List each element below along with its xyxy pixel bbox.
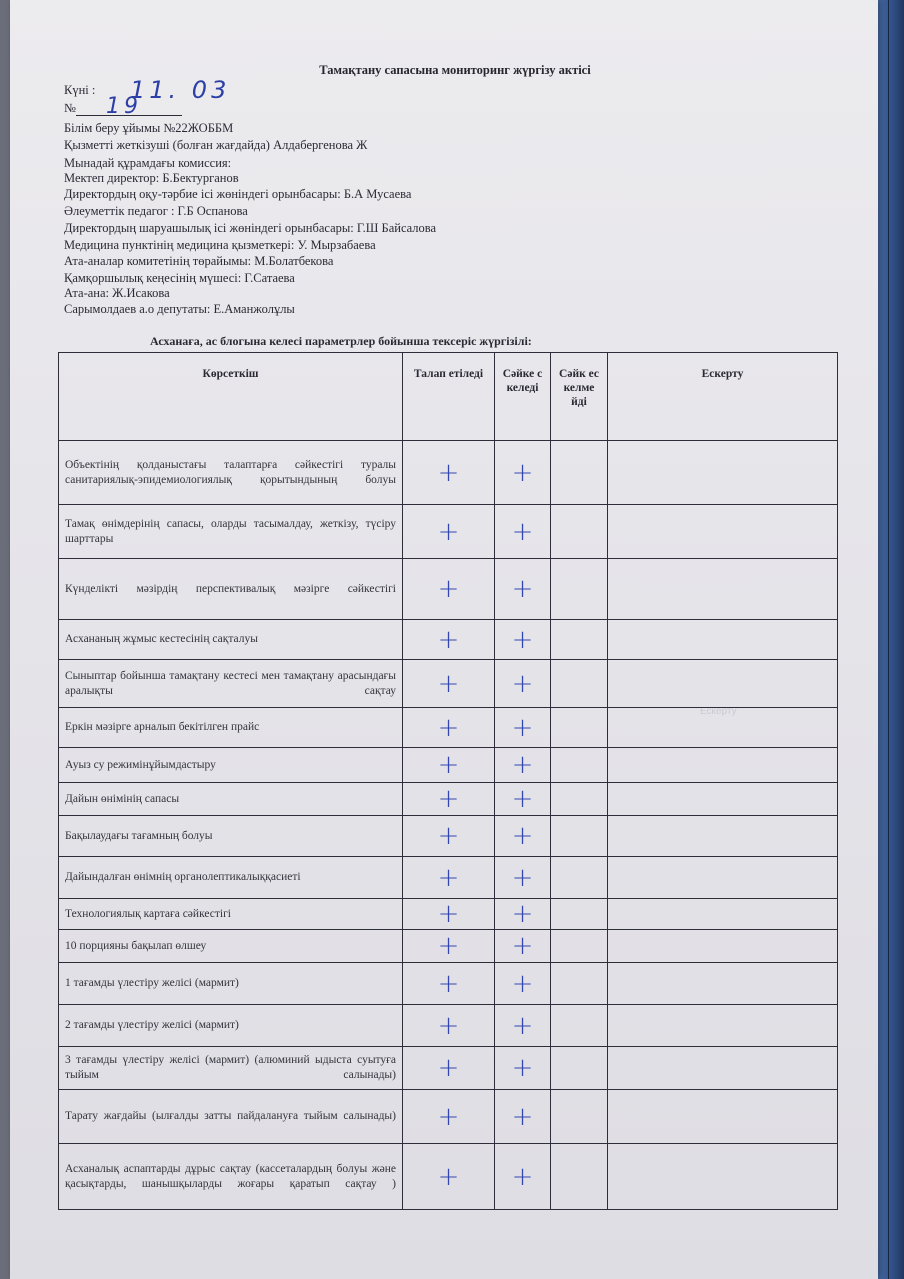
table-row <box>59 857 838 899</box>
header-compliant: Сәйке с келеді <box>495 353 551 441</box>
compliant-mark: + <box>495 708 551 748</box>
noncompliant-cell <box>551 1090 608 1144</box>
number-label: № <box>64 101 76 115</box>
info-line: Мынадай құрамдағы комиссия: <box>64 156 232 170</box>
compliant-mark: + <box>495 1144 551 1210</box>
note-cell <box>608 660 838 708</box>
noncompliant-cell <box>551 816 608 857</box>
required-mark: + <box>403 930 495 963</box>
required-mark: + <box>403 857 495 899</box>
required-mark: + <box>403 1047 495 1090</box>
note-cell <box>608 708 838 748</box>
info-line: Әлеуметтік педагог : Г.Б Оспанова <box>64 204 248 218</box>
required-mark: + <box>403 748 495 783</box>
indicator-cell: Күнделікті мәзірдің перспективалық мәзірге сәйкестігі <box>59 559 403 620</box>
indicator-cell: 10 порцияны бақылап өлшеу <box>59 930 403 963</box>
note-cell <box>608 1090 838 1144</box>
compliant-mark: + <box>495 1047 551 1090</box>
required-mark: + <box>403 441 495 505</box>
note-cell <box>608 1005 838 1047</box>
inspection-subtitle: Асханаға, ас блогына келесі параметрлер бойынша тексеріс жүргізілі: <box>150 334 532 348</box>
table-row <box>59 1047 838 1090</box>
noncompliant-cell <box>551 505 608 559</box>
info-line: Директордың оқу-тәрбие ісі жөніндегі орынбасары: Б.А Мусаева <box>64 187 412 201</box>
required-mark: + <box>403 660 495 708</box>
table-header-row <box>59 353 838 441</box>
indicator-cell: Еркін мәзірге арналып бекітілген прайс <box>59 708 403 748</box>
compliant-mark: + <box>495 1005 551 1047</box>
info-line: Директордың шаруашылық ісі жөніндегі орынбасары: Г.Ш Байсалова <box>64 221 437 235</box>
table-row <box>59 505 838 559</box>
indicator-cell: 2 тағамды үлестіру желісі (мармит) <box>59 1005 403 1047</box>
note-cell <box>608 1144 838 1210</box>
table-row <box>59 1090 838 1144</box>
required-mark: + <box>403 1144 495 1210</box>
noncompliant-cell <box>551 930 608 963</box>
indicator-cell: Объектінің қолданыстағы талаптарға сәйкестігі туралы санитариялық-эпидемиологиялық қорытындының болуы <box>59 441 403 505</box>
date-label: Күні : <box>64 83 96 97</box>
document-title: Тамақтану сапасына мониторинг жүргізу актісі <box>319 63 591 77</box>
note-cell <box>608 505 838 559</box>
info-line: Мектеп директор: Б.Бектурганов <box>64 171 239 185</box>
indicator-cell: Тамақ өнімдерінің сапасы, оларды тасымалдау, жеткізу, түсіру шарттары <box>59 505 403 559</box>
compliant-mark: + <box>495 660 551 708</box>
info-line: Ата-ана: Ж.Исакова <box>64 286 170 300</box>
header-indicator: Көрсеткіш <box>59 353 403 441</box>
number-value: 19 <box>106 94 142 119</box>
compliant-mark: + <box>495 620 551 660</box>
required-mark: + <box>403 708 495 748</box>
noncompliant-cell <box>551 963 608 1005</box>
indicator-cell: 1 тағамды үлестіру желісі (мармит) <box>59 963 403 1005</box>
noncompliant-cell <box>551 708 608 748</box>
note-cell <box>608 899 838 930</box>
indicator-cell: Дайын өнімінің сапасы <box>59 783 403 816</box>
note-cell <box>608 963 838 1005</box>
noncompliant-cell <box>551 1144 608 1210</box>
inspection-table <box>58 352 838 1210</box>
noncompliant-cell <box>551 1005 608 1047</box>
noncompliant-cell <box>551 899 608 930</box>
compliant-mark: + <box>495 783 551 816</box>
table-row <box>59 1005 838 1047</box>
compliant-mark: + <box>495 748 551 783</box>
info-line: Қызметті жеткізуші (болған жағдайда) Алдабергенова Ж <box>64 138 368 152</box>
info-line: Ата-аналар комитетінің төрайымы: М.Болатбекова <box>64 254 334 268</box>
binder-thread <box>888 0 889 1279</box>
compliant-mark: + <box>495 963 551 1005</box>
noncompliant-cell <box>551 441 608 505</box>
info-line: Сарымолдаев а.о депутаты: Е.Аманжолұлы <box>64 302 295 316</box>
info-line: Қамқоршылық кеңесінің мүшесі: Г.Сатаева <box>64 271 295 285</box>
noncompliant-cell <box>551 620 608 660</box>
table-row <box>59 1144 838 1210</box>
compliant-mark: + <box>495 441 551 505</box>
table-row <box>59 441 838 505</box>
table-row <box>59 899 838 930</box>
required-mark: + <box>403 899 495 930</box>
note-cell <box>608 930 838 963</box>
required-mark: + <box>403 1005 495 1047</box>
info-line: Білім беру ұйымы №22ЖОББМ <box>64 121 234 135</box>
indicator-cell: Асхананың жұмыс кестесінің сақталуы <box>59 620 403 660</box>
table-row <box>59 708 838 748</box>
required-mark: + <box>403 783 495 816</box>
table-row <box>59 783 838 816</box>
binder-edge <box>876 0 904 1279</box>
table-row <box>59 748 838 783</box>
noncompliant-cell <box>551 783 608 816</box>
header-required: Талап етіледі <box>403 353 495 441</box>
required-mark: + <box>403 505 495 559</box>
note-cell <box>608 748 838 783</box>
header-noncompliant: Сәйк ес келме йді <box>551 353 608 441</box>
required-mark: + <box>403 1090 495 1144</box>
indicator-cell: Тарату жағдайы (ылғалды затты пайдалануға тыйым салынады) <box>59 1090 403 1144</box>
date-value: 11. 03 <box>130 76 231 104</box>
table-row <box>59 660 838 708</box>
indicator-cell: Асханалық аспаптарды дұрыс сақтау (кассеталардың болуы және қасықтарды, шанышқыларды жоғары қаратып сақтау ) <box>59 1144 403 1210</box>
info-line: Медицина пунктінің медицина қызметкері: У. Мырзабаева <box>64 238 376 252</box>
note-cell <box>608 559 838 620</box>
header-note: Ескерту <box>608 353 838 441</box>
compliant-mark: + <box>495 899 551 930</box>
note-cell <box>608 620 838 660</box>
compliant-mark: + <box>495 816 551 857</box>
indicator-cell: Сыныптар бойынша тамақтану кестесі мен тамақтану арасындағы аралықты сақтау <box>59 660 403 708</box>
note-cell <box>608 1047 838 1090</box>
table-row <box>59 816 838 857</box>
indicator-cell: Бақылаудағы тағамның болуы <box>59 816 403 857</box>
note-cell <box>608 783 838 816</box>
table-row <box>59 620 838 660</box>
indicator-cell: Ауыз су режимінұйымдастыру <box>59 748 403 783</box>
compliant-mark: + <box>495 930 551 963</box>
noncompliant-cell <box>551 660 608 708</box>
compliant-mark: + <box>495 857 551 899</box>
table-row <box>59 930 838 963</box>
note-cell <box>608 816 838 857</box>
compliant-mark: + <box>495 559 551 620</box>
indicator-cell: Технологиялық картаға сәйкестігі <box>59 899 403 930</box>
compliant-mark: + <box>495 505 551 559</box>
bleed-through-text: Ескерту <box>700 706 737 717</box>
required-mark: + <box>403 559 495 620</box>
required-mark: + <box>403 816 495 857</box>
required-mark: + <box>403 963 495 1005</box>
note-cell <box>608 441 838 505</box>
noncompliant-cell <box>551 748 608 783</box>
table-row <box>59 963 838 1005</box>
noncompliant-cell <box>551 559 608 620</box>
noncompliant-cell <box>551 857 608 899</box>
noncompliant-cell <box>551 1047 608 1090</box>
required-mark: + <box>403 620 495 660</box>
indicator-cell: 3 тағамды үлестіру желісі (мармит) (алюминий ыдыста суытуға тыйым салынады) <box>59 1047 403 1090</box>
indicator-cell: Дайындалған өнімнің органолептикалыққасиеті <box>59 857 403 899</box>
compliant-mark: + <box>495 1090 551 1144</box>
note-cell <box>608 857 838 899</box>
table-row <box>59 559 838 620</box>
